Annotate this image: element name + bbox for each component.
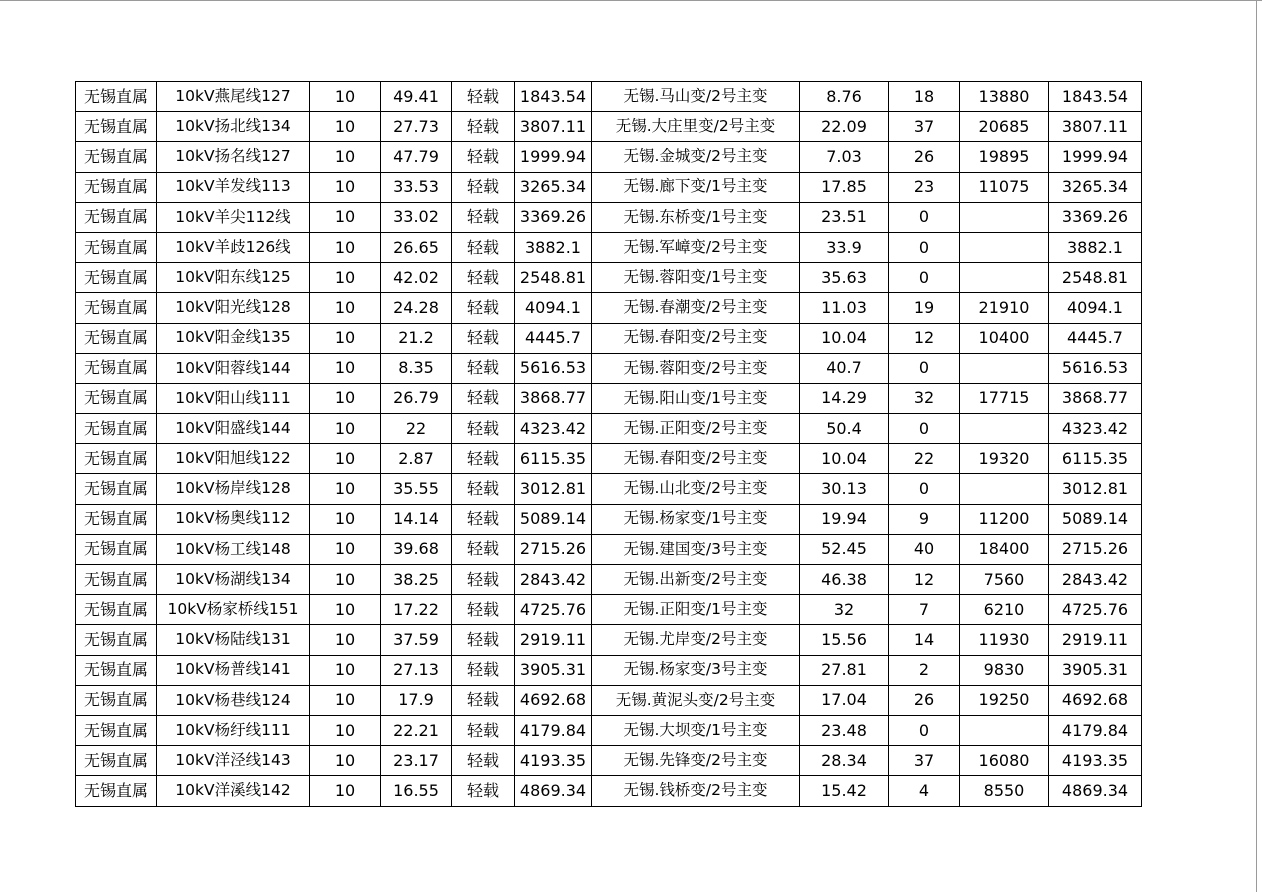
user-count-cell: 0 [889, 414, 960, 444]
user-capacity-cell: 9830 [960, 655, 1049, 685]
user-capacity-cell [960, 715, 1049, 745]
unit-cell: 无锡直属 [76, 776, 157, 806]
user-capacity-cell: 19250 [960, 685, 1049, 715]
transformer-load-cell: 32 [800, 595, 889, 625]
table-row [76, 685, 1142, 715]
transformer-load-cell: 10.04 [800, 444, 889, 474]
load-rate-cell: 2.87 [381, 444, 452, 474]
user-count-cell: 18 [889, 82, 960, 112]
table-row [76, 504, 1142, 534]
user-capacity-cell [960, 353, 1049, 383]
remaining-capacity-cell: 2843.42 [1049, 565, 1142, 595]
table-row [76, 474, 1142, 504]
substation-transformer-cell: 无锡.钱桥变/2号主变 [592, 776, 800, 806]
substation-transformer-cell: 无锡.山北变/2号主变 [592, 474, 800, 504]
unit-cell: 无锡直属 [76, 353, 157, 383]
voltage-cell: 10 [310, 142, 381, 172]
unit-cell: 无锡直属 [76, 383, 157, 413]
user-capacity-cell [960, 414, 1049, 444]
load-rate-cell: 23.17 [381, 746, 452, 776]
capacity-cell: 6115.35 [515, 444, 592, 474]
voltage-cell: 10 [310, 383, 381, 413]
line-name-cell: 10kV杨陆线131 [157, 625, 310, 655]
transformer-load-cell: 40.7 [800, 353, 889, 383]
voltage-cell: 10 [310, 293, 381, 323]
voltage-cell: 10 [310, 474, 381, 504]
table-row [76, 534, 1142, 564]
line-name-cell: 10kV杨岸线128 [157, 474, 310, 504]
line-name-cell: 10kV杨家桥线151 [157, 595, 310, 625]
line-name-cell: 10kV杨工线148 [157, 534, 310, 564]
remaining-capacity-cell: 1843.54 [1049, 82, 1142, 112]
capacity-cell: 4692.68 [515, 685, 592, 715]
user-capacity-cell: 18400 [960, 534, 1049, 564]
transformer-load-cell: 7.03 [800, 142, 889, 172]
user-count-cell: 26 [889, 142, 960, 172]
voltage-cell: 10 [310, 534, 381, 564]
unit-cell: 无锡直属 [76, 232, 157, 262]
remaining-capacity-cell: 2548.81 [1049, 263, 1142, 293]
voltage-cell: 10 [310, 746, 381, 776]
load-rate-cell: 17.22 [381, 595, 452, 625]
remaining-capacity-cell: 4094.1 [1049, 293, 1142, 323]
table-row [76, 776, 1142, 806]
transformer-load-cell: 50.4 [800, 414, 889, 444]
load-status-cell: 轻载 [452, 414, 515, 444]
load-status-cell: 轻载 [452, 353, 515, 383]
table-row [76, 353, 1142, 383]
capacity-cell: 4445.7 [515, 323, 592, 353]
remaining-capacity-cell: 4179.84 [1049, 715, 1142, 745]
table-row [76, 715, 1142, 745]
load-status-cell: 轻载 [452, 383, 515, 413]
load-status-cell: 轻载 [452, 685, 515, 715]
user-capacity-cell: 7560 [960, 565, 1049, 595]
line-name-cell: 10kV阳金线135 [157, 323, 310, 353]
user-capacity-cell: 10400 [960, 323, 1049, 353]
line-name-cell: 10kV阳东线125 [157, 263, 310, 293]
user-count-cell: 0 [889, 202, 960, 232]
table-row [76, 625, 1142, 655]
table-row [76, 414, 1142, 444]
remaining-capacity-cell: 2715.26 [1049, 534, 1142, 564]
load-rate-cell: 42.02 [381, 263, 452, 293]
unit-cell: 无锡直属 [76, 595, 157, 625]
capacity-cell: 4179.84 [515, 715, 592, 745]
voltage-cell: 10 [310, 595, 381, 625]
table-row [76, 383, 1142, 413]
transformer-load-cell: 15.42 [800, 776, 889, 806]
transformer-load-cell: 23.48 [800, 715, 889, 745]
line-name-cell: 10kV阳旭线122 [157, 444, 310, 474]
load-rate-cell: 26.79 [381, 383, 452, 413]
user-capacity-cell: 20685 [960, 112, 1049, 142]
remaining-capacity-cell: 5616.53 [1049, 353, 1142, 383]
line-name-cell: 10kV杨纡线111 [157, 715, 310, 745]
substation-transformer-cell: 无锡.春潮变/2号主变 [592, 293, 800, 323]
unit-cell: 无锡直属 [76, 474, 157, 504]
user-count-cell: 26 [889, 685, 960, 715]
load-status-cell: 轻载 [452, 202, 515, 232]
voltage-cell: 10 [310, 715, 381, 745]
remaining-capacity-cell: 6115.35 [1049, 444, 1142, 474]
user-capacity-cell: 16080 [960, 746, 1049, 776]
unit-cell: 无锡直属 [76, 746, 157, 776]
capacity-cell: 4323.42 [515, 414, 592, 444]
line-name-cell: 10kV羊发线113 [157, 172, 310, 202]
user-count-cell: 40 [889, 534, 960, 564]
load-rate-cell: 17.9 [381, 685, 452, 715]
page-right-border [1256, 0, 1257, 892]
user-count-cell: 23 [889, 172, 960, 202]
load-status-cell: 轻载 [452, 474, 515, 504]
remaining-capacity-cell: 4725.76 [1049, 595, 1142, 625]
capacity-cell: 4094.1 [515, 293, 592, 323]
user-count-cell: 37 [889, 746, 960, 776]
unit-cell: 无锡直属 [76, 655, 157, 685]
load-rate-cell: 27.73 [381, 112, 452, 142]
load-status-cell: 轻载 [452, 625, 515, 655]
capacity-cell: 1843.54 [515, 82, 592, 112]
user-count-cell: 2 [889, 655, 960, 685]
table-row [76, 595, 1142, 625]
user-count-cell: 0 [889, 353, 960, 383]
unit-cell: 无锡直属 [76, 142, 157, 172]
voltage-cell: 10 [310, 685, 381, 715]
load-status-cell: 轻载 [452, 746, 515, 776]
table-body [76, 82, 1142, 807]
transformer-load-cell: 28.34 [800, 746, 889, 776]
unit-cell: 无锡直属 [76, 172, 157, 202]
table-row [76, 142, 1142, 172]
capacity-cell: 3868.77 [515, 383, 592, 413]
user-count-cell: 0 [889, 232, 960, 262]
user-capacity-cell [960, 474, 1049, 504]
substation-transformer-cell: 无锡.军嶂变/2号主变 [592, 232, 800, 262]
load-status-cell: 轻载 [452, 82, 515, 112]
user-capacity-cell: 11200 [960, 504, 1049, 534]
capacity-cell: 2919.11 [515, 625, 592, 655]
transformer-load-cell: 52.45 [800, 534, 889, 564]
remaining-capacity-cell: 4323.42 [1049, 414, 1142, 444]
unit-cell: 无锡直属 [76, 504, 157, 534]
table-row [76, 444, 1142, 474]
unit-cell: 无锡直属 [76, 202, 157, 232]
load-rate-cell: 39.68 [381, 534, 452, 564]
user-count-cell: 22 [889, 444, 960, 474]
transformer-load-cell: 14.29 [800, 383, 889, 413]
table-row [76, 202, 1142, 232]
user-count-cell: 7 [889, 595, 960, 625]
load-rate-cell: 27.13 [381, 655, 452, 685]
transformer-load-cell: 8.76 [800, 82, 889, 112]
load-rate-cell: 22.21 [381, 715, 452, 745]
voltage-cell: 10 [310, 263, 381, 293]
remaining-capacity-cell: 4692.68 [1049, 685, 1142, 715]
substation-transformer-cell: 无锡.杨家变/1号主变 [592, 504, 800, 534]
line-name-cell: 10kV羊尖112线 [157, 202, 310, 232]
line-name-cell: 10kV杨巷线124 [157, 685, 310, 715]
line-name-cell: 10kV洋溪线142 [157, 776, 310, 806]
load-status-cell: 轻载 [452, 534, 515, 564]
voltage-cell: 10 [310, 232, 381, 262]
user-count-cell: 12 [889, 323, 960, 353]
table-row [76, 263, 1142, 293]
voltage-cell: 10 [310, 353, 381, 383]
substation-transformer-cell: 无锡.廊下变/1号主变 [592, 172, 800, 202]
unit-cell: 无锡直属 [76, 534, 157, 564]
user-capacity-cell: 8550 [960, 776, 1049, 806]
table-row [76, 82, 1142, 112]
remaining-capacity-cell: 3905.31 [1049, 655, 1142, 685]
substation-transformer-cell: 无锡.尤岸变/2号主变 [592, 625, 800, 655]
table-row [76, 323, 1142, 353]
table-row [76, 232, 1142, 262]
line-name-cell: 10kV扬北线134 [157, 112, 310, 142]
user-capacity-cell [960, 202, 1049, 232]
unit-cell: 无锡直属 [76, 82, 157, 112]
remaining-capacity-cell: 3807.11 [1049, 112, 1142, 142]
table-row [76, 655, 1142, 685]
capacity-cell: 3012.81 [515, 474, 592, 504]
transformer-load-cell: 23.51 [800, 202, 889, 232]
line-name-cell: 10kV燕尾线127 [157, 82, 310, 112]
remaining-capacity-cell: 4193.35 [1049, 746, 1142, 776]
remaining-capacity-cell: 3265.34 [1049, 172, 1142, 202]
line-name-cell: 10kV阳蓉线144 [157, 353, 310, 383]
load-rate-cell: 47.79 [381, 142, 452, 172]
line-name-cell: 10kV杨奥线112 [157, 504, 310, 534]
voltage-cell: 10 [310, 82, 381, 112]
voltage-cell: 10 [310, 504, 381, 534]
feeder-load-table [75, 81, 1142, 807]
user-count-cell: 0 [889, 474, 960, 504]
table-row [76, 112, 1142, 142]
voltage-cell: 10 [310, 323, 381, 353]
load-status-cell: 轻载 [452, 263, 515, 293]
transformer-load-cell: 11.03 [800, 293, 889, 323]
capacity-cell: 4725.76 [515, 595, 592, 625]
capacity-cell: 5616.53 [515, 353, 592, 383]
transformer-load-cell: 17.04 [800, 685, 889, 715]
transformer-load-cell: 27.81 [800, 655, 889, 685]
voltage-cell: 10 [310, 202, 381, 232]
load-status-cell: 轻载 [452, 112, 515, 142]
line-name-cell: 10kV羊歧126线 [157, 232, 310, 262]
unit-cell: 无锡直属 [76, 685, 157, 715]
user-count-cell: 9 [889, 504, 960, 534]
capacity-cell: 4869.34 [515, 776, 592, 806]
user-capacity-cell: 17715 [960, 383, 1049, 413]
line-name-cell: 10kV洋泾线143 [157, 746, 310, 776]
user-count-cell: 4 [889, 776, 960, 806]
user-capacity-cell [960, 263, 1049, 293]
load-rate-cell: 35.55 [381, 474, 452, 504]
user-count-cell: 19 [889, 293, 960, 323]
transformer-load-cell: 15.56 [800, 625, 889, 655]
user-capacity-cell: 13880 [960, 82, 1049, 112]
load-rate-cell: 24.28 [381, 293, 452, 323]
user-count-cell: 37 [889, 112, 960, 142]
load-status-cell: 轻载 [452, 655, 515, 685]
load-rate-cell: 14.14 [381, 504, 452, 534]
load-rate-cell: 33.53 [381, 172, 452, 202]
load-status-cell: 轻载 [452, 323, 515, 353]
user-capacity-cell: 21910 [960, 293, 1049, 323]
capacity-cell: 3807.11 [515, 112, 592, 142]
voltage-cell: 10 [310, 112, 381, 142]
transformer-load-cell: 17.85 [800, 172, 889, 202]
voltage-cell: 10 [310, 776, 381, 806]
unit-cell: 无锡直属 [76, 625, 157, 655]
load-rate-cell: 38.25 [381, 565, 452, 595]
capacity-cell: 3265.34 [515, 172, 592, 202]
substation-transformer-cell: 无锡.大坝变/1号主变 [592, 715, 800, 745]
substation-transformer-cell: 无锡.蓉阳变/2号主变 [592, 353, 800, 383]
remaining-capacity-cell: 5089.14 [1049, 504, 1142, 534]
substation-transformer-cell: 无锡.春阳变/2号主变 [592, 444, 800, 474]
transformer-load-cell: 35.63 [800, 263, 889, 293]
unit-cell: 无锡直属 [76, 323, 157, 353]
capacity-cell: 2715.26 [515, 534, 592, 564]
transformer-load-cell: 46.38 [800, 565, 889, 595]
substation-transformer-cell: 无锡.金城变/2号主变 [592, 142, 800, 172]
capacity-cell: 4193.35 [515, 746, 592, 776]
load-status-cell: 轻载 [452, 232, 515, 262]
unit-cell: 无锡直属 [76, 112, 157, 142]
transformer-load-cell: 33.9 [800, 232, 889, 262]
load-rate-cell: 16.55 [381, 776, 452, 806]
table-row [76, 565, 1142, 595]
load-status-cell: 轻载 [452, 142, 515, 172]
load-status-cell: 轻载 [452, 172, 515, 202]
load-status-cell: 轻载 [452, 595, 515, 625]
unit-cell: 无锡直属 [76, 444, 157, 474]
load-status-cell: 轻载 [452, 293, 515, 323]
user-capacity-cell [960, 232, 1049, 262]
line-name-cell: 10kV扬名线127 [157, 142, 310, 172]
line-name-cell: 10kV杨普线141 [157, 655, 310, 685]
remaining-capacity-cell: 4445.7 [1049, 323, 1142, 353]
load-status-cell: 轻载 [452, 715, 515, 745]
table-row [76, 746, 1142, 776]
remaining-capacity-cell: 1999.94 [1049, 142, 1142, 172]
load-status-cell: 轻载 [452, 776, 515, 806]
load-rate-cell: 33.02 [381, 202, 452, 232]
user-capacity-cell: 6210 [960, 595, 1049, 625]
substation-transformer-cell: 无锡.阳山变/1号主变 [592, 383, 800, 413]
load-status-cell: 轻载 [452, 444, 515, 474]
remaining-capacity-cell: 3012.81 [1049, 474, 1142, 504]
table-row [76, 172, 1142, 202]
line-name-cell: 10kV阳光线128 [157, 293, 310, 323]
user-count-cell: 0 [889, 263, 960, 293]
substation-transformer-cell: 无锡.正阳变/2号主变 [592, 414, 800, 444]
voltage-cell: 10 [310, 444, 381, 474]
transformer-load-cell: 22.09 [800, 112, 889, 142]
remaining-capacity-cell: 2919.11 [1049, 625, 1142, 655]
load-rate-cell: 8.35 [381, 353, 452, 383]
load-rate-cell: 21.2 [381, 323, 452, 353]
substation-transformer-cell: 无锡.马山变/2号主变 [592, 82, 800, 112]
voltage-cell: 10 [310, 655, 381, 685]
transformer-load-cell: 10.04 [800, 323, 889, 353]
load-rate-cell: 49.41 [381, 82, 452, 112]
table-row [76, 293, 1142, 323]
unit-cell: 无锡直属 [76, 565, 157, 595]
user-capacity-cell: 19895 [960, 142, 1049, 172]
unit-cell: 无锡直属 [76, 715, 157, 745]
voltage-cell: 10 [310, 414, 381, 444]
user-count-cell: 32 [889, 383, 960, 413]
substation-transformer-cell: 无锡.春阳变/2号主变 [592, 323, 800, 353]
remaining-capacity-cell: 3369.26 [1049, 202, 1142, 232]
substation-transformer-cell: 无锡.先锋变/2号主变 [592, 746, 800, 776]
line-name-cell: 10kV阳山线111 [157, 383, 310, 413]
load-status-cell: 轻载 [452, 565, 515, 595]
substation-transformer-cell: 无锡.蓉阳变/1号主变 [592, 263, 800, 293]
user-count-cell: 14 [889, 625, 960, 655]
substation-transformer-cell: 无锡.杨家变/3号主变 [592, 655, 800, 685]
user-count-cell: 12 [889, 565, 960, 595]
user-count-cell: 0 [889, 715, 960, 745]
unit-cell: 无锡直属 [76, 293, 157, 323]
voltage-cell: 10 [310, 565, 381, 595]
substation-transformer-cell: 无锡.黄泥头变/2号主变 [592, 685, 800, 715]
user-capacity-cell: 11930 [960, 625, 1049, 655]
remaining-capacity-cell: 3882.1 [1049, 232, 1142, 262]
unit-cell: 无锡直属 [76, 263, 157, 293]
load-rate-cell: 22 [381, 414, 452, 444]
line-name-cell: 10kV杨湖线134 [157, 565, 310, 595]
capacity-cell: 2843.42 [515, 565, 592, 595]
line-name-cell: 10kV阳盛线144 [157, 414, 310, 444]
capacity-cell: 3369.26 [515, 202, 592, 232]
remaining-capacity-cell: 4869.34 [1049, 776, 1142, 806]
user-capacity-cell: 11075 [960, 172, 1049, 202]
transformer-load-cell: 30.13 [800, 474, 889, 504]
user-capacity-cell: 19320 [960, 444, 1049, 474]
capacity-cell: 1999.94 [515, 142, 592, 172]
capacity-cell: 3882.1 [515, 232, 592, 262]
load-rate-cell: 37.59 [381, 625, 452, 655]
transformer-load-cell: 19.94 [800, 504, 889, 534]
page-top-border [0, 0, 1262, 1]
load-status-cell: 轻载 [452, 504, 515, 534]
capacity-cell: 5089.14 [515, 504, 592, 534]
substation-transformer-cell: 无锡.建国变/3号主变 [592, 534, 800, 564]
unit-cell: 无锡直属 [76, 414, 157, 444]
voltage-cell: 10 [310, 172, 381, 202]
load-rate-cell: 26.65 [381, 232, 452, 262]
substation-transformer-cell: 无锡.出新变/2号主变 [592, 565, 800, 595]
substation-transformer-cell: 无锡.正阳变/1号主变 [592, 595, 800, 625]
capacity-cell: 3905.31 [515, 655, 592, 685]
substation-transformer-cell: 无锡.大庄里变/2号主变 [592, 112, 800, 142]
remaining-capacity-cell: 3868.77 [1049, 383, 1142, 413]
capacity-cell: 2548.81 [515, 263, 592, 293]
voltage-cell: 10 [310, 625, 381, 655]
substation-transformer-cell: 无锡.东桥变/1号主变 [592, 202, 800, 232]
